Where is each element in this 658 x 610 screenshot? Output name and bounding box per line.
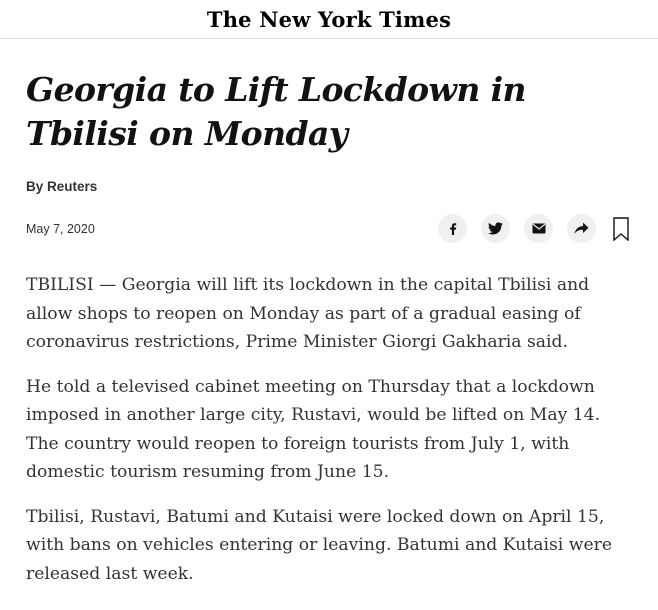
facebook-share-button[interactable] xyxy=(438,214,467,243)
headline: Georgia to Lift Lockdown in Tbilisi on Monday xyxy=(26,70,526,153)
masthead xyxy=(0,0,658,39)
bookmark-icon xyxy=(613,217,629,241)
facebook-icon xyxy=(446,222,460,236)
share-arrow-icon xyxy=(574,222,589,235)
nyt-logo[interactable]: The New York Times xyxy=(206,6,452,32)
email-icon xyxy=(532,223,546,234)
save-bookmark-button[interactable] xyxy=(612,216,630,242)
more-share-button[interactable] xyxy=(567,214,596,243)
article-body xyxy=(26,271,634,604)
email-share-button[interactable] xyxy=(524,214,553,243)
twitter-icon xyxy=(488,222,503,235)
article-paragraph: He told a televised cabinet meeting on Thursday that a lockdown imposed in another large city, Rustavi, would be lifted on May 14. The country would reopen to foreign tourists from July 1, with domestic tourism resuming from June 15. xyxy=(26,376,601,482)
publish-date: May 7, 2020 xyxy=(26,222,95,236)
article-paragraph: Tbilisi, Rustavi, Batumi and Kutaisi were locked down on April 15, with bans on vehicles entering or leaving. Batumi and Kutaisi were released last week. xyxy=(26,506,613,584)
article-paragraph: TBILISI — Georgia will lift its lockdown in the capital Tbilisi and allow shops to reopen on Monday as part of a gradual easing of coronavirus restrictions, Prime Minister Giorgi Gakharia said. xyxy=(26,275,590,352)
share-toolbar xyxy=(438,214,630,243)
byline: By Reuters xyxy=(26,179,98,194)
twitter-share-button[interactable] xyxy=(481,214,510,243)
